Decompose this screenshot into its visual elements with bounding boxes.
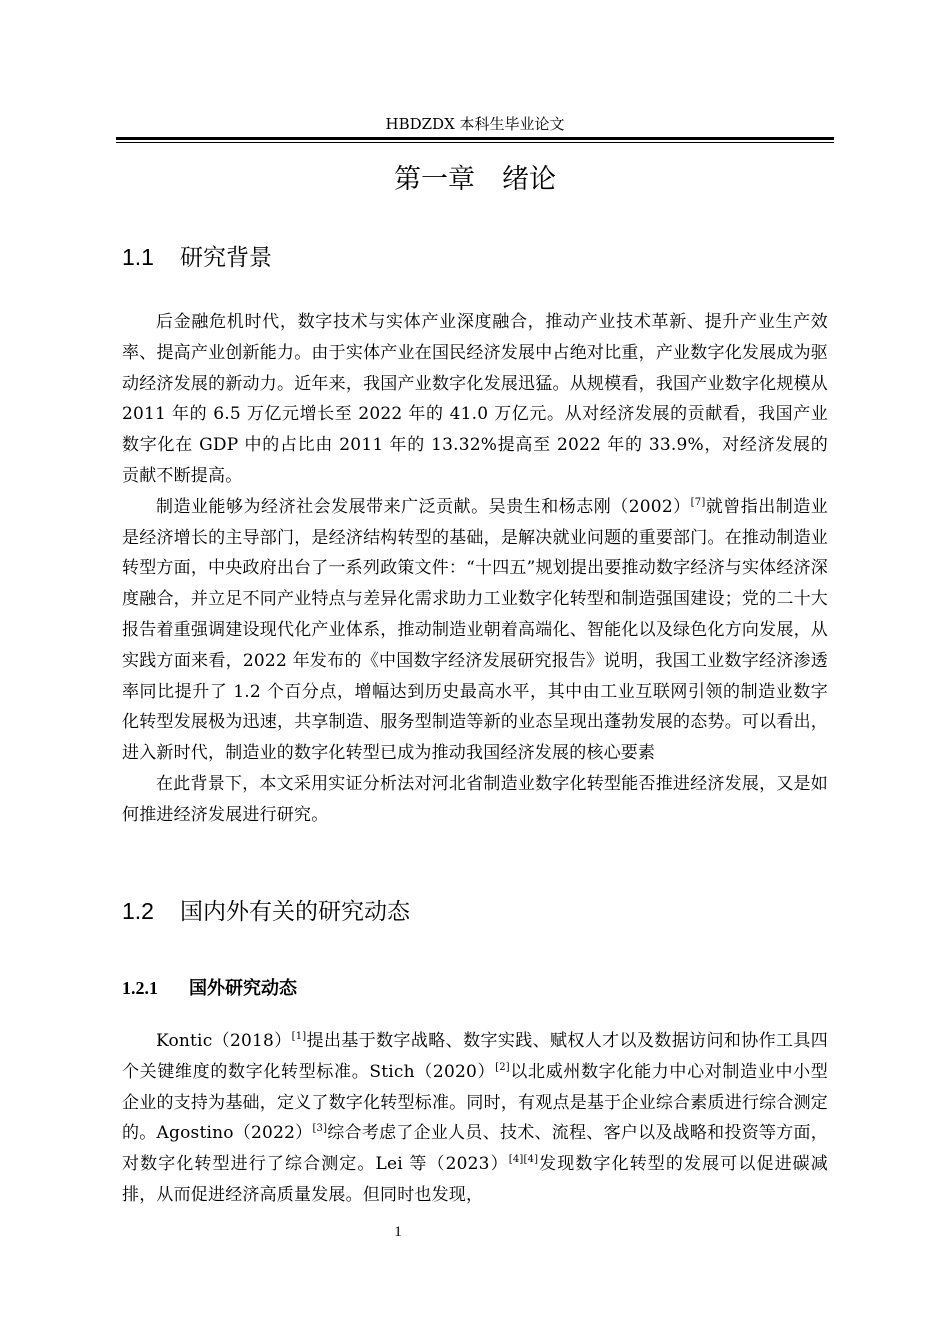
paragraph: 在此背景下，本文采用实证分析法对河北省制造业数字化转型能否推进经济发展，又是如何推进经济发展进行研究。 bbox=[122, 773, 828, 825]
paragraph: 后金融危机时代，数字技术与实体产业深度融合，推动产业技术革新、提升产业生产效率、提高产业创新能力。由于实体产业在国民经济发展中占绝对比重，产业数字化发展成为驱动经济发展的新动力。近年来，我国产业数字化发展迅猛。从规模看，我国产业数字化规模从 2011 年的 6.5 万亿元增长至 2022 年的 41.0 万亿元。从对经济发展的贡献看，我国产业数字化在 GDP 中的占比由 2011 年的 13.32%提高至 2022 年的 33.9%，对经济发展的贡献不断提高。 bbox=[122, 312, 828, 486]
citation: [7] bbox=[690, 496, 706, 508]
section-heading-1-2 bbox=[122, 895, 410, 928]
paragraph-text: 发现数字化转型的发展可以促进碳减排，从而促进经济高质量发展。但同时也发现， bbox=[122, 1154, 828, 1205]
paragraph-text: 综合考虑了企业人员、技术、流程、客户以及战略和投资等方面，对数字化转型进行了综合测定。Lei 等（2023） bbox=[122, 1123, 828, 1175]
page-number: 1 bbox=[394, 1224, 402, 1240]
header-rule-thin bbox=[116, 142, 834, 143]
paragraph bbox=[122, 492, 828, 769]
citation: [2] bbox=[495, 1061, 510, 1073]
section-heading-1-1 bbox=[122, 241, 272, 274]
background-text bbox=[122, 307, 828, 831]
paragraph-text: 就曾指出制造业是经济增长的主导部门，是经济结构转型的基础，是解决就业问题的重要部门。在推动制造业转型方面，中央政府出台了一系列政策文件：“十四五”规划提出要推动数字经济与实体经济深度融合，并立足不同产业特点与差异化需求助力工业数字化转型和制造强国建设；党的二十大报告着重强调建设现代化产业体系，推动制造业朝着高端化、智能化以及绿色化方向发展，从实践方面来看，2022 年发布的《中国数字经济发展研究报告》说明，我国工业数字经济渗透率同比提升了 1.2 个百分点，增幅达到历史最高水平，其中由工业互联网引领的制造业数字化转型发展极为迅速，共享制造、服务型制造等新的业态呈现出蓬勃发展的态势。可以看出，进入新时代，制造业的数字化转型已成为推动我国经济发展的核心要素 bbox=[122, 496, 828, 764]
running-header: HBDZDX 本科生毕业论文 bbox=[385, 115, 565, 133]
header-rule-thick bbox=[116, 137, 834, 140]
paragraph-text: 制造业能够为经济社会发展带来广泛贡献。吴贵生和杨志刚（2002） bbox=[156, 496, 691, 517]
foreign-research-text bbox=[122, 1026, 828, 1211]
subsection-title: 国外研究动态 bbox=[189, 978, 297, 999]
paragraph-text: 提出基于数字战略、数字实践、赋权人才以及数据访问和协作工具四个关键维度的数字化转型标准。Stich（2020） bbox=[122, 1031, 829, 1082]
section-number: 1.2 bbox=[122, 898, 154, 924]
citation: [1] bbox=[291, 1031, 307, 1042]
section-title: 研究背景 bbox=[180, 245, 272, 271]
citation: [3] bbox=[312, 1123, 328, 1135]
subsection-number: 1.2.1 bbox=[122, 978, 158, 998]
paragraph-text: Kontic（2018） bbox=[156, 1031, 292, 1051]
section-number: 1.1 bbox=[122, 244, 154, 270]
chapter-title: 第一章 绪论 bbox=[394, 164, 556, 195]
subsection-heading-1-2-1 bbox=[122, 975, 297, 1002]
paragraph-text: 以北威州数字化能力中心对制造业中小型企业的支持为基础，定义了数字化转型标准。同时，有观点是基于企业综合素质进行综合测定的。Agostino（2022） bbox=[122, 1061, 828, 1144]
paragraph bbox=[122, 1026, 828, 1211]
citation: [4][4] bbox=[508, 1154, 539, 1166]
section-title: 国内外有关的研究动态 bbox=[180, 899, 410, 925]
